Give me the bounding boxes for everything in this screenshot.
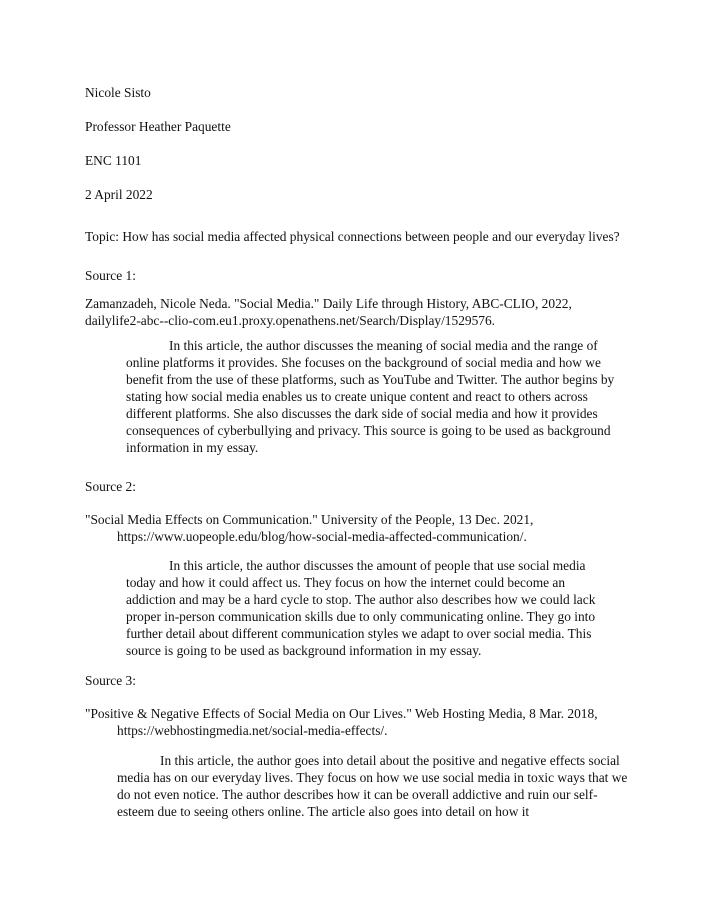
source-summary: In this article, the author goes into detail about the positive and negative effects social media has on our everyday lives. They focus on how we use social media in toxic ways that we do not even notice. The author describes how it can be overall addictive and ruin our self-esteem due to seeing others online. The article also goes into detail on how it <box>117 753 628 819</box>
source-summary: In this article, the author discusses the meaning of social media and the range of online platforms it provides. She focuses on the background of social media and how we benefit from the use of these platforms, such as YouTube and Twitter. The author begins by stating how social media enables us to create unique content and react to others across different platforms. She also discusses the dark side of social media and how it provides consequences of cyberbullying and privacy. This source is going to be used as background information in my essay. <box>126 338 615 455</box>
professor-name: Professor Heather Paquette <box>85 119 231 134</box>
topic-question: Topic: How has social media affected physical connections between people and our everyday lives? <box>85 229 620 244</box>
document-date: 2 April 2022 <box>85 187 153 202</box>
student-name: Nicole Sisto <box>85 85 151 100</box>
source-citation: "Positive & Negative Effects of Social Media on Our Lives." Web Hosting Media, 8 Mar. 2018, https://webhostingmedia.net/social-media-effects/. <box>85 706 598 738</box>
source-label: Source 1: <box>85 268 136 283</box>
source-summary: In this article, the author discusses the amount of people that use social media today and how it could affect us. They focus on how the internet could become an addiction and may be a hard cycle to stop. The author also describes how we could lack proper in-person communication skills due to only communicating online. They go into further detail about different communication styles we adapt to over social media. This source is going to be used as background information in my essay. <box>126 558 596 658</box>
source-citation: "Social Media Effects on Communication." University of the People, 13 Dec. 2021, https://www.uopeople.edu/blog/how-social-media-affected-communication/. <box>85 512 534 544</box>
course-code: ENC 1101 <box>85 153 142 168</box>
source-label: Source 3: <box>85 673 136 688</box>
source-label: Source 2: <box>85 479 136 494</box>
source-citation: Zamanzadeh, Nicole Neda. "Social Media." Daily Life through History, ABC-CLIO, 2022, dailylife2-abc--clio-com.eu1.proxy.openathens.net/Search/Display/1529576. <box>85 296 572 328</box>
